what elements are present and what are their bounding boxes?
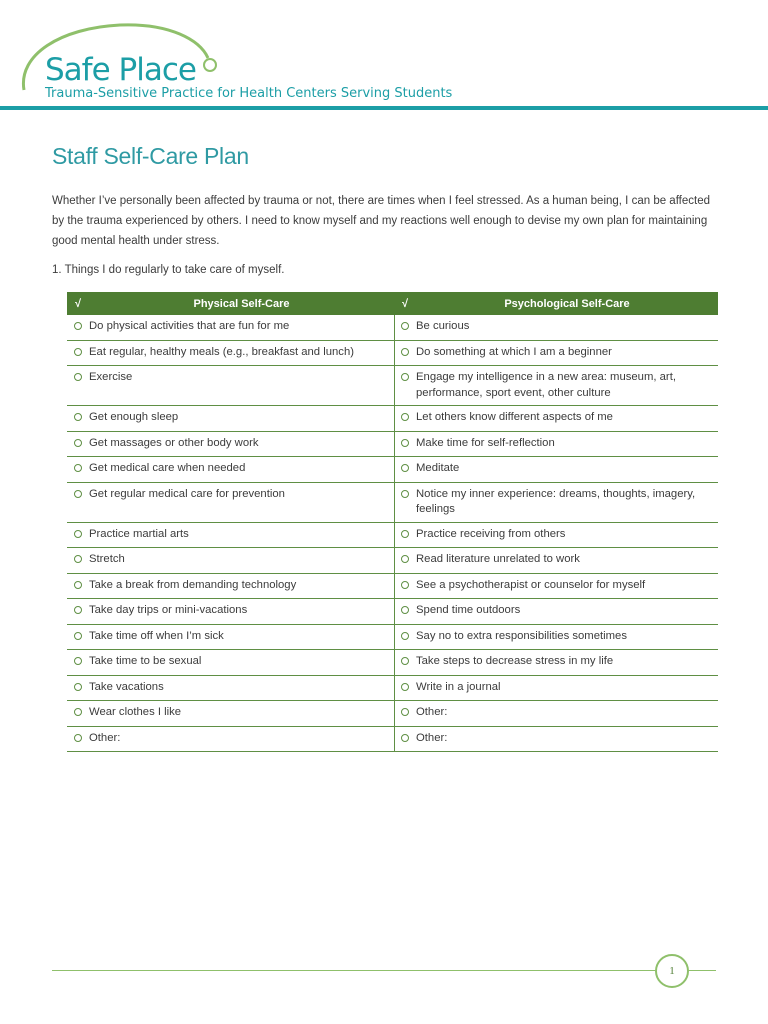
table-header-row (67, 292, 718, 315)
psychological-item: Other: (416, 701, 718, 727)
checkbox-cell[interactable] (67, 548, 89, 574)
physical-item: Other: (89, 726, 394, 752)
circle-checkbox-icon[interactable] (401, 348, 409, 356)
psychological-item: Practice receiving from others (416, 522, 718, 548)
physical-item: Take vacations (89, 675, 394, 701)
checkbox-cell[interactable] (394, 431, 416, 457)
table-row (67, 650, 718, 676)
circle-checkbox-icon[interactable] (74, 348, 82, 356)
checkbox-cell[interactable] (394, 573, 416, 599)
table-row (67, 457, 718, 483)
check-header: √ (394, 292, 416, 315)
check-header: √ (67, 292, 89, 315)
checkbox-cell[interactable] (394, 650, 416, 676)
logo-subtitle: Trauma-Sensitive Practice for Health Centers Serving Students (45, 86, 453, 101)
checkbox-cell[interactable] (394, 675, 416, 701)
circle-checkbox-icon[interactable] (401, 439, 409, 447)
psychological-item: Make time for self-reflection (416, 431, 718, 457)
checkbox-cell[interactable] (394, 726, 416, 752)
physical-item: Eat regular, healthy meals (e.g., breakfast and lunch) (89, 340, 394, 366)
circle-checkbox-icon[interactable] (74, 490, 82, 498)
physical-item: Take time to be sexual (89, 650, 394, 676)
psychological-item: Say no to extra responsibilities sometimes (416, 624, 718, 650)
circle-checkbox-icon[interactable] (74, 373, 82, 381)
table-row (67, 599, 718, 625)
table-row (67, 522, 718, 548)
checkbox-cell[interactable] (67, 650, 89, 676)
checkbox-cell[interactable] (67, 701, 89, 727)
psychological-item: Notice my inner experience: dreams, thoughts, imagery, feelings (416, 482, 718, 522)
physical-item: Take time off when I’m sick (89, 624, 394, 650)
psychological-item: Write in a journal (416, 675, 718, 701)
circle-checkbox-icon[interactable] (401, 490, 409, 498)
table-row (67, 406, 718, 432)
physical-item: Do physical activities that are fun for me (89, 315, 394, 340)
checkbox-cell[interactable] (67, 624, 89, 650)
circle-checkbox-icon[interactable] (401, 464, 409, 472)
table-row (67, 482, 718, 522)
checkbox-cell[interactable] (394, 701, 416, 727)
circle-checkbox-icon[interactable] (74, 555, 82, 563)
psychological-item: Let others know different aspects of me (416, 406, 718, 432)
checkbox-cell[interactable] (394, 315, 416, 340)
physical-item: Take a break from demanding technology (89, 573, 394, 599)
intro-paragraph: Whether I’ve personally been affected by trauma or not, there are times when I feel stressed. As a human being, I can be affected by the trauma experienced by others. I need to know myself and my reactions well enough to devise my own plan for maintaining good mental health under stress. (52, 195, 711, 247)
checkbox-cell[interactable] (394, 457, 416, 483)
self-care-table (67, 292, 718, 752)
psychological-item: See a psychotherapist or counselor for myself (416, 573, 718, 599)
psychological-item: Read literature unrelated to work (416, 548, 718, 574)
circle-checkbox-icon[interactable] (74, 708, 82, 716)
page-title: Staff Self-Care Plan (52, 143, 249, 169)
circle-checkbox-icon[interactable] (74, 632, 82, 640)
circle-checkbox-icon[interactable] (401, 683, 409, 691)
psychological-item: Meditate (416, 457, 718, 483)
checkbox-cell[interactable] (394, 599, 416, 625)
psychological-item: Spend time outdoors (416, 599, 718, 625)
circle-checkbox-icon[interactable] (401, 413, 409, 421)
physical-item: Stretch (89, 548, 394, 574)
checkbox-cell[interactable] (67, 482, 89, 522)
circle-checkbox-icon[interactable] (74, 322, 82, 330)
circle-checkbox-icon[interactable] (401, 373, 409, 381)
circle-checkbox-icon[interactable] (74, 734, 82, 742)
table-row (67, 624, 718, 650)
circle-checkbox-icon[interactable] (401, 581, 409, 589)
circle-checkbox-icon[interactable] (401, 606, 409, 614)
circle-checkbox-icon[interactable] (74, 657, 82, 665)
circle-checkbox-icon[interactable] (74, 413, 82, 421)
checkbox-cell[interactable] (394, 548, 416, 574)
checkbox-cell[interactable] (67, 431, 89, 457)
table-row (67, 431, 718, 457)
table-row (67, 573, 718, 599)
circle-checkbox-icon[interactable] (74, 683, 82, 691)
table-row (67, 315, 718, 340)
physical-header: Physical Self-Care (89, 292, 394, 315)
physical-item: Wear clothes I like (89, 701, 394, 727)
physical-item: Get regular medical care for prevention (89, 482, 394, 522)
header-divider (0, 106, 768, 110)
psychological-item: Other: (416, 726, 718, 752)
checkbox-cell[interactable] (67, 726, 89, 752)
circle-checkbox-icon[interactable] (401, 632, 409, 640)
psychological-header: Psychological Self-Care (416, 292, 718, 315)
circle-checkbox-icon[interactable] (74, 581, 82, 589)
checkbox-cell[interactable] (67, 522, 89, 548)
page-number: 1 (655, 954, 689, 988)
table-row (67, 726, 718, 752)
circle-checkbox-icon[interactable] (401, 734, 409, 742)
psychological-item: Be curious (416, 315, 718, 340)
circle-checkbox-icon[interactable] (74, 530, 82, 538)
checkbox-cell[interactable] (394, 366, 416, 406)
table-row (67, 701, 718, 727)
checkbox-cell[interactable] (67, 340, 89, 366)
checkbox-cell[interactable] (394, 624, 416, 650)
circle-checkbox-icon[interactable] (401, 657, 409, 665)
physical-item: Get massages or other body work (89, 431, 394, 457)
circle-checkbox-icon[interactable] (401, 530, 409, 538)
page-header (0, 0, 768, 115)
circle-checkbox-icon[interactable] (401, 322, 409, 330)
circle-checkbox-icon[interactable] (401, 708, 409, 716)
checkbox-cell[interactable] (67, 457, 89, 483)
circle-checkbox-icon[interactable] (401, 555, 409, 563)
checkbox-cell[interactable] (67, 366, 89, 406)
checkbox-cell[interactable] (67, 315, 89, 340)
footer-divider (52, 970, 716, 971)
circle-checkbox-icon[interactable] (74, 439, 82, 447)
physical-item: Practice martial arts (89, 522, 394, 548)
physical-item: Exercise (89, 366, 394, 406)
checkbox-cell[interactable] (67, 675, 89, 701)
psychological-item: Take steps to decrease stress in my life (416, 650, 718, 676)
circle-checkbox-icon[interactable] (74, 464, 82, 472)
question-1: 1. Things I do regularly to take care of myself. (52, 264, 285, 276)
psychological-item: Do something at which I am a beginner (416, 340, 718, 366)
checkbox-cell[interactable] (67, 406, 89, 432)
physical-item: Take day trips or mini-vacations (89, 599, 394, 625)
checkbox-cell[interactable] (394, 482, 416, 522)
checkbox-cell[interactable] (67, 599, 89, 625)
checkbox-cell[interactable] (394, 340, 416, 366)
psychological-item: Engage my intelligence in a new area: museum, art, performance, sport event, other culture (416, 366, 718, 406)
circle-checkbox-icon[interactable] (74, 606, 82, 614)
table-row (67, 548, 718, 574)
table-row (67, 340, 718, 366)
checkbox-cell[interactable] (67, 573, 89, 599)
checkbox-cell[interactable] (394, 406, 416, 432)
checkbox-cell[interactable] (394, 522, 416, 548)
physical-item: Get medical care when needed (89, 457, 394, 483)
table-row (67, 675, 718, 701)
table-row (67, 366, 718, 406)
logo-title: Safe Place (45, 52, 196, 88)
physical-item: Get enough sleep (89, 406, 394, 432)
